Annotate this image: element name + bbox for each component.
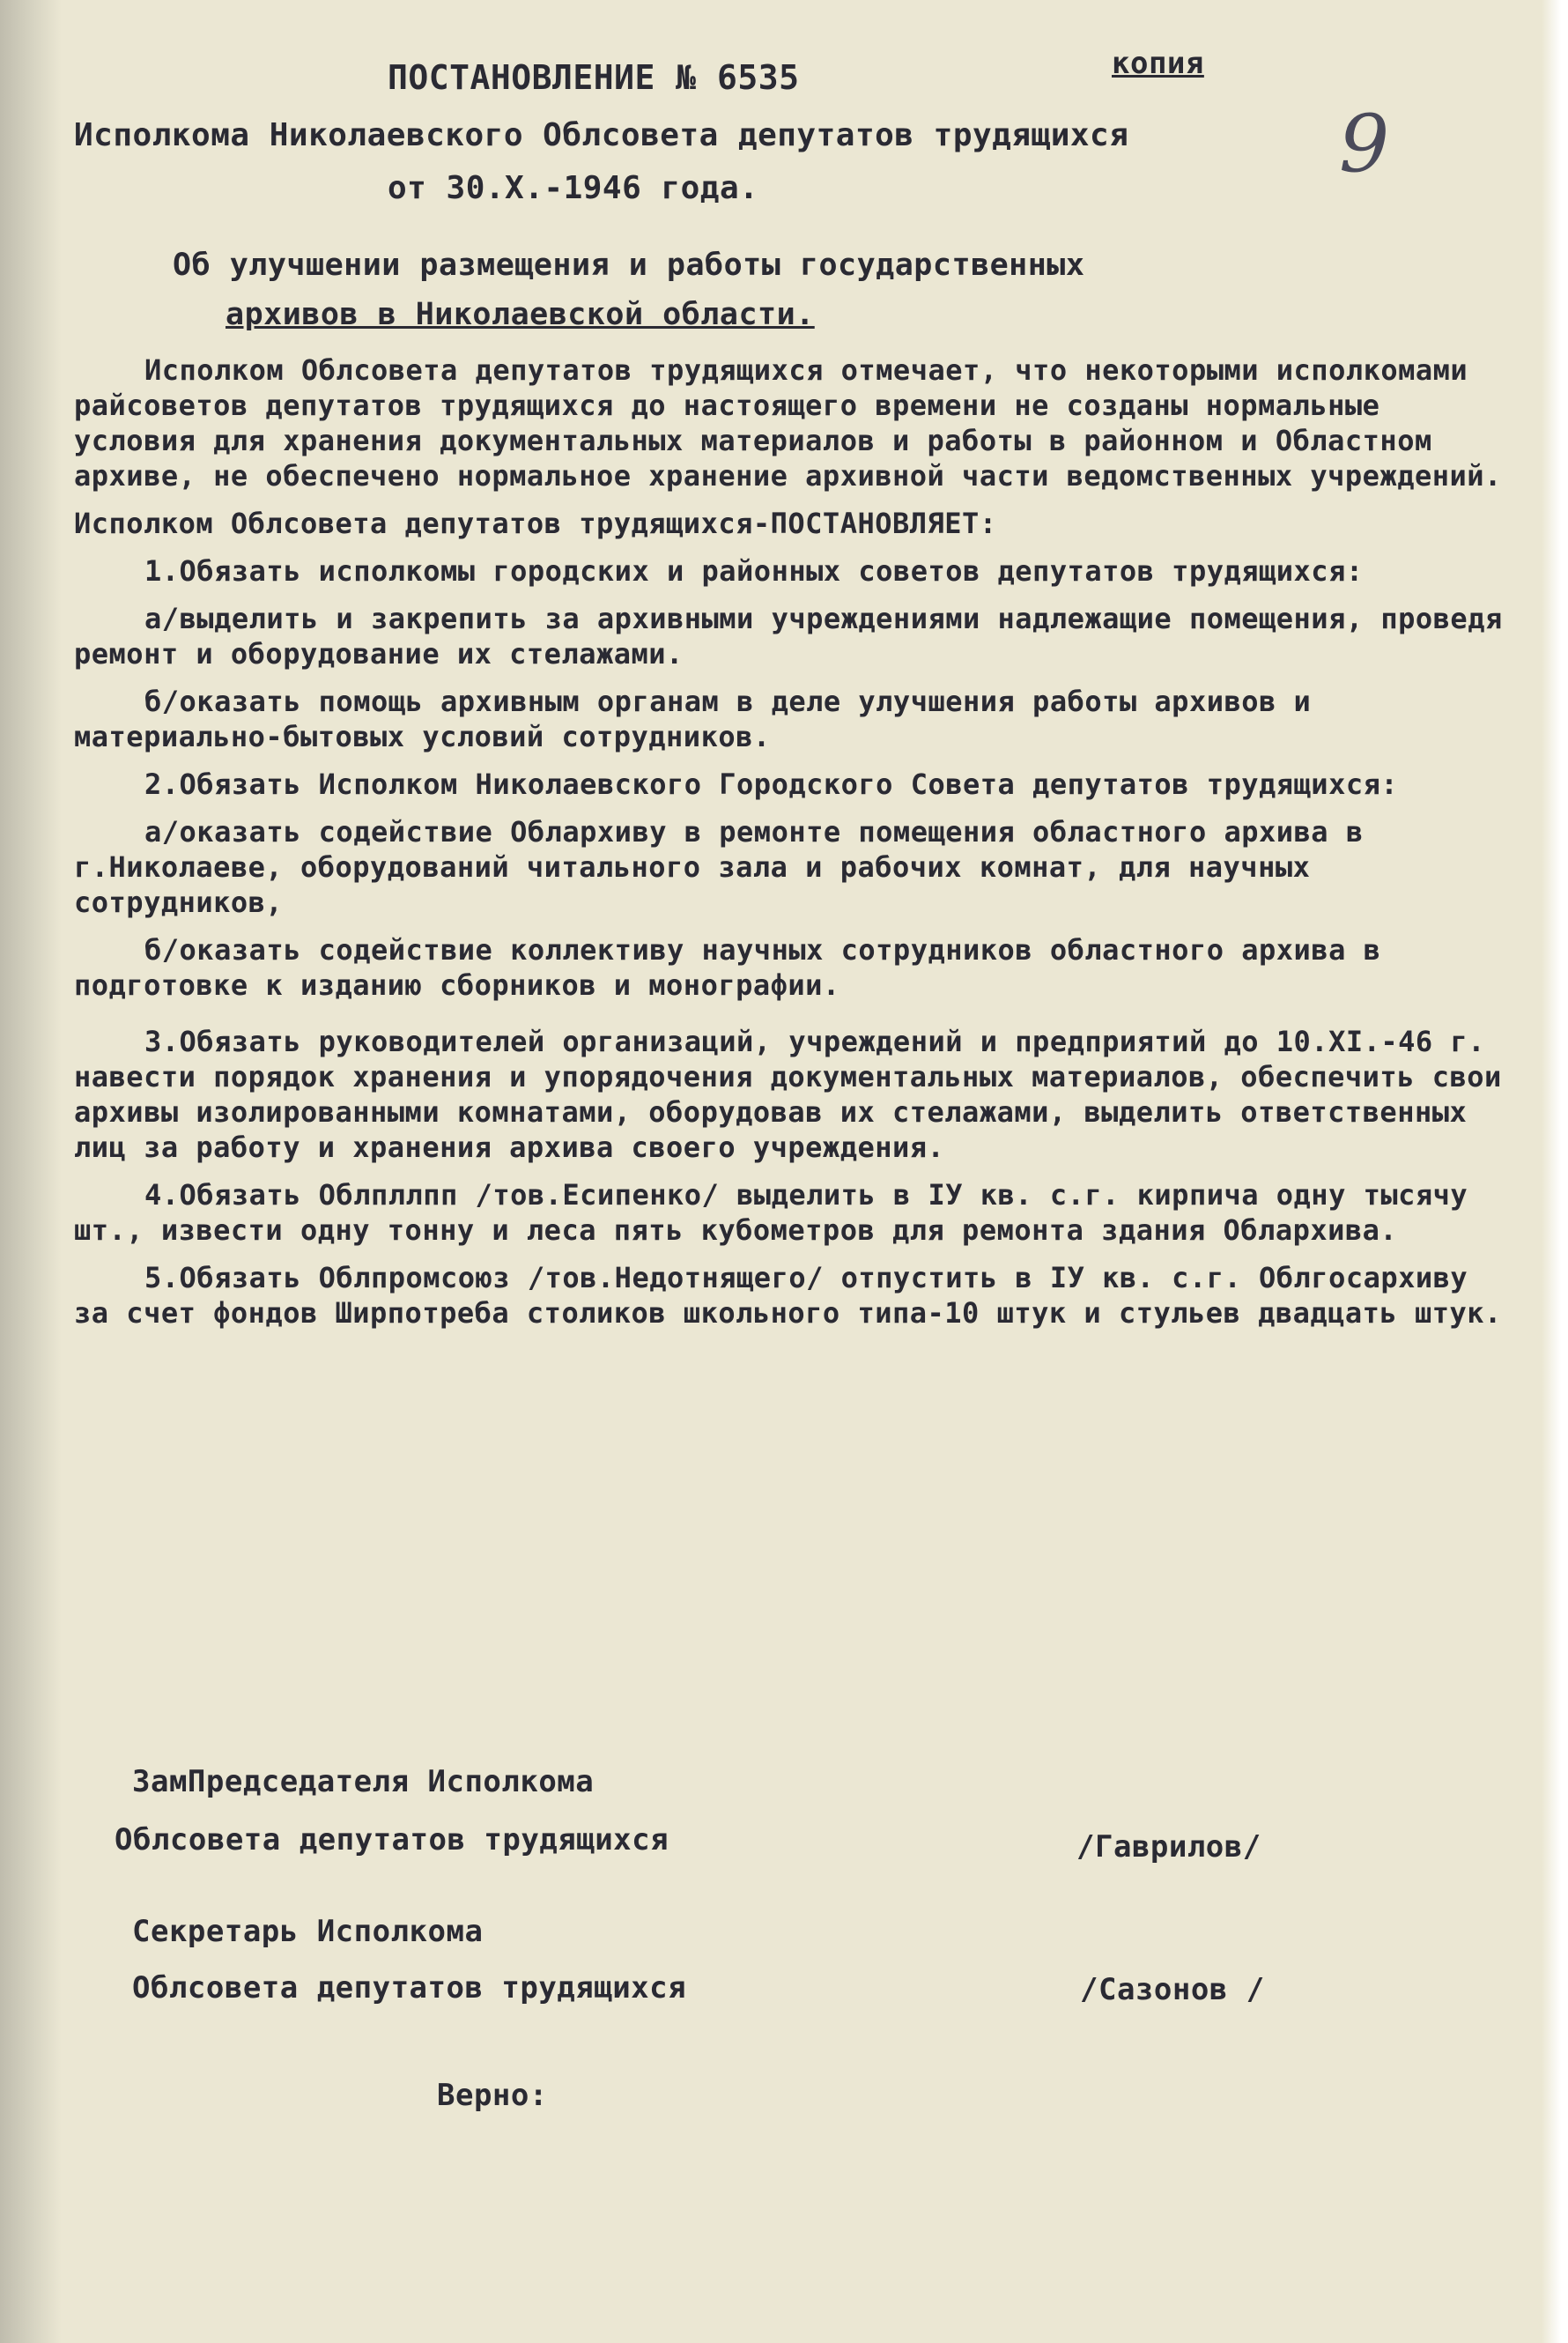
secretary-name: /Сазонов / bbox=[1080, 1972, 1265, 2007]
deputy-name: /Гаврилов/ bbox=[1076, 1829, 1261, 1865]
secretary-title-line-2: Облсовета депутатов трудящихся bbox=[132, 1970, 687, 2006]
verified-label: Верно: bbox=[437, 2078, 548, 2113]
subject-line-1: Об улучшении размещения и работы государственных bbox=[173, 248, 1085, 283]
document-body bbox=[74, 352, 1519, 1343]
secretary-title-line-1: Секретарь Исполкома bbox=[132, 1914, 484, 1949]
item-1: 1.Обязать исполкомы городских и районных советов депутатов трудящихся: bbox=[144, 554, 1364, 588]
item-1a: а/выделить и закрепить за архивными учреждениями надлежащие помещения, проведя ремонт и оборудование их стелажами. bbox=[74, 602, 1520, 671]
archive-page-number: 9 bbox=[1339, 98, 1390, 190]
item-4: 4.Обязать Облпллпп /тов.Есипенко/ выделить в IУ кв. с.г. кирпича одну тысячу шт., извести одну тонну и леса пять кубометров для ремонта здания Облархива. bbox=[74, 1178, 1485, 1247]
document-title: ПОСТАНОВЛЕНИЕ № 6535 bbox=[388, 58, 800, 97]
item-2a: а/оказать содействие Облархиву в ремонте помещения областного архива в г.Николаеве, оборудований читального зала и рабочих комнат, для научных сотрудников, bbox=[74, 815, 1381, 919]
item-1b: б/оказать помощь архивным органам в деле улучшения работы архивов и материально-бытовых условий сотрудников. bbox=[74, 685, 1329, 753]
item-2b: б/оказать содействие коллективу научных сотрудников областного архива в подготовке к изданию сборников и монографии. bbox=[74, 933, 1399, 1002]
deputy-title-line-1: ЗамПредседателя Исполкома bbox=[132, 1764, 595, 1799]
copy-mark: копия bbox=[1112, 46, 1204, 81]
issuer-line: Исполкома Николаевского Облсовета депутатов трудящихся bbox=[74, 117, 1129, 153]
subject-line-2: архивов в Николаевской области. bbox=[226, 297, 815, 332]
resolution-heading: Исполком Облсовета депутатов трудящихся-ПОСТАНОВЛЯЕТ: bbox=[74, 507, 997, 540]
item-2: 2.Обязать Исполком Николаевского Городского Совета депутатов трудящихся: bbox=[144, 767, 1399, 801]
document-date: от 30.X.-1946 года. bbox=[388, 170, 759, 206]
item-3: 3.Обязать руководителей организаций, учреждений и предприятий до 10.XI.-46 г. навести порядок хранения и упорядочения документальных материалов, обеспечить свои архивы изолированными комнатами, оборудовав их стелажами, выделить ответственных лиц за работу и хранения архива своего учреждения. bbox=[74, 1025, 1520, 1164]
preamble-paragraph: Исполком Облсовета депутатов трудящихся отмечает, что некоторыми исполкомами райсоветов депутатов трудящихся до настоящего времени не созданы нормальные условия для хранения документальных материалов и работы в районном и Областном архиве, не обеспечено нормальное хранение архивной части ведомственных учреждений. bbox=[74, 353, 1502, 493]
item-5: 5.Обязать Облпромсоюз /тов.Недотнящего/ отпустить в IУ кв. с.г. Облгосархиву за счет фондов Ширпотреба столиков школьного типа-10 штук и стульев двадцать штук. bbox=[74, 1261, 1502, 1330]
deputy-title-line-2: Облсовета депутатов трудящихся bbox=[115, 1822, 669, 1857]
